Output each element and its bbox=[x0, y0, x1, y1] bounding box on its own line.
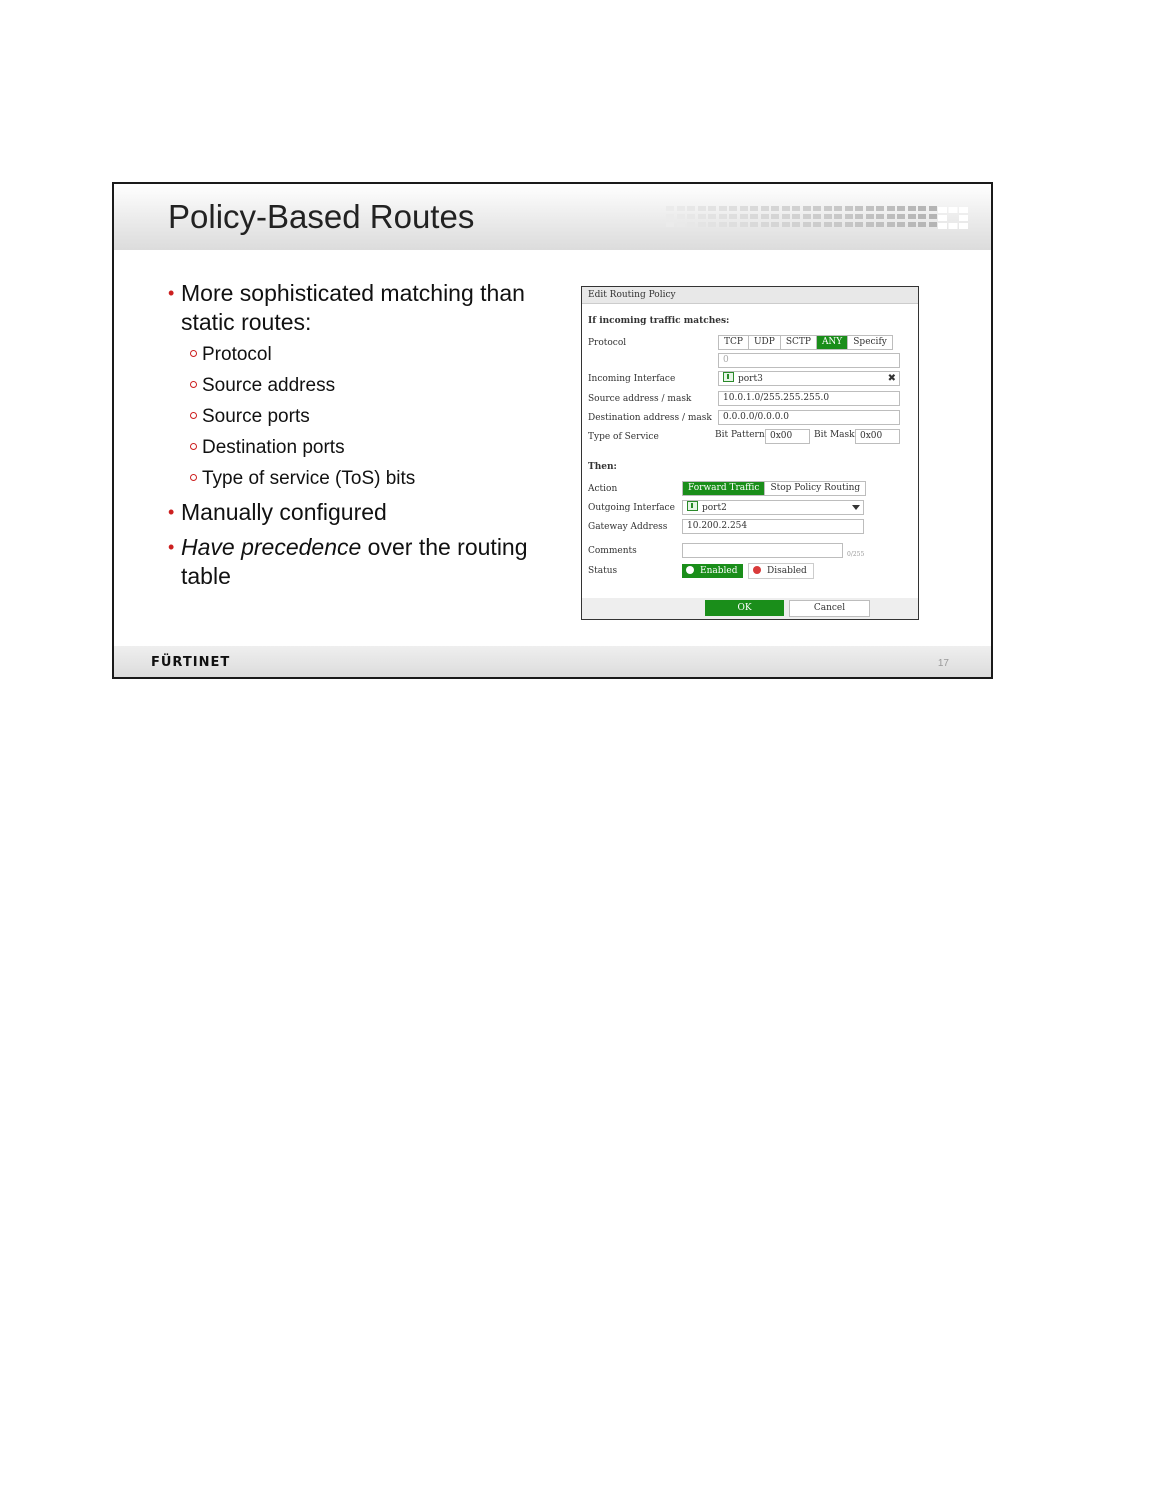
decoration-dot bbox=[845, 222, 853, 227]
decoration-dot bbox=[908, 214, 916, 219]
sub-bullet-item bbox=[168, 343, 568, 367]
decoration-dot bbox=[698, 214, 706, 219]
remove-icon[interactable]: ✖ bbox=[887, 373, 896, 384]
decoration-dot bbox=[929, 222, 937, 227]
decoration-dot bbox=[708, 206, 716, 211]
slide-title: Policy-Based Routes bbox=[168, 198, 475, 235]
status-label: Status bbox=[588, 566, 618, 576]
decoration-dot bbox=[761, 206, 769, 211]
enabled-icon bbox=[686, 566, 694, 574]
decoration-dot bbox=[782, 222, 790, 227]
decoration-dot bbox=[834, 222, 842, 227]
decoration-dot bbox=[666, 222, 674, 227]
decoration-dot bbox=[792, 222, 800, 227]
decoration-dot bbox=[866, 222, 874, 227]
decoration-dot bbox=[824, 214, 832, 219]
decoration-dot bbox=[750, 222, 758, 227]
outgoing-interface-label: Outgoing Interface bbox=[588, 503, 675, 513]
decoration-dot bbox=[824, 222, 832, 227]
bit-mask-input[interactable]: 0x00 bbox=[855, 429, 900, 444]
sub-bullet-item bbox=[168, 374, 568, 398]
decoration-dot bbox=[729, 222, 737, 227]
cancel-button[interactable]: Cancel bbox=[789, 600, 870, 617]
decoration-dot bbox=[740, 206, 748, 211]
bit-pattern-input[interactable]: 0x00 bbox=[765, 429, 810, 444]
sub-bullet-item bbox=[168, 405, 568, 429]
match-section-heading: If incoming traffic matches: bbox=[588, 316, 730, 326]
decoration-dot bbox=[845, 214, 853, 219]
status-enabled-button[interactable] bbox=[682, 564, 743, 578]
edit-routing-policy-dialog bbox=[581, 286, 919, 620]
decoration-dot bbox=[855, 206, 863, 211]
decoration-dot bbox=[740, 222, 748, 227]
decoration-dot bbox=[687, 214, 695, 219]
decoration-dot bbox=[876, 222, 884, 227]
decoration-dot bbox=[719, 222, 727, 227]
outgoing-interface-value: port2 bbox=[702, 503, 727, 513]
decoration-dot bbox=[698, 222, 706, 227]
decoration-dot bbox=[750, 214, 758, 219]
decoration-dot bbox=[708, 214, 716, 219]
decoration-dot bbox=[918, 214, 926, 219]
decoration-dot bbox=[897, 222, 905, 227]
protocol-udp-button[interactable]: UDP bbox=[749, 336, 781, 349]
action-selector bbox=[682, 481, 866, 496]
incoming-interface-label: Incoming Interface bbox=[588, 374, 676, 384]
decoration-dot bbox=[708, 222, 716, 227]
decoration-dot bbox=[918, 222, 926, 227]
decoration-dot bbox=[887, 214, 895, 219]
decoration-dot bbox=[897, 214, 905, 219]
then-section-heading: Then: bbox=[588, 462, 617, 472]
decoration-dot bbox=[929, 214, 937, 219]
interface-icon bbox=[723, 372, 734, 382]
stop-policy-routing-button[interactable]: Stop Policy Routing bbox=[770, 483, 861, 493]
sub-bullet-text: Type of service (ToS) bits bbox=[202, 468, 416, 489]
decoration-dot bbox=[719, 214, 727, 219]
decoration-dot bbox=[908, 222, 916, 227]
decoration-dot bbox=[824, 206, 832, 211]
decoration-dot bbox=[792, 206, 800, 211]
action-label: Action bbox=[588, 484, 618, 494]
decoration-dot bbox=[666, 214, 674, 219]
decoration-dot bbox=[740, 214, 748, 219]
decoration-dot bbox=[761, 222, 769, 227]
decoration-dot bbox=[866, 214, 874, 219]
decoration-dot bbox=[761, 214, 769, 219]
decoration-dot bbox=[782, 206, 790, 211]
protocol-number-input[interactable]: 0 bbox=[718, 353, 900, 368]
decoration-dot bbox=[666, 206, 674, 211]
incoming-interface-field[interactable] bbox=[718, 371, 900, 386]
protocol-sctp-button[interactable]: SCTP bbox=[781, 336, 817, 349]
interface-icon bbox=[687, 501, 698, 511]
dialog-footer bbox=[582, 598, 918, 619]
protocol-selector bbox=[718, 335, 893, 350]
decoration-dot bbox=[729, 206, 737, 211]
bullet-item: • Have precedence over the routing table bbox=[168, 534, 528, 589]
decoration-dot bbox=[897, 206, 905, 211]
decoration-dot bbox=[771, 206, 779, 211]
source-address-input[interactable]: 10.0.1.0/255.255.255.0 bbox=[718, 391, 900, 406]
decoration-dot bbox=[887, 222, 895, 227]
sub-bullet-text: Destination ports bbox=[202, 437, 345, 458]
header-decoration bbox=[666, 206, 966, 230]
sub-bullet-text: Source address bbox=[202, 375, 336, 396]
decoration-dot bbox=[855, 214, 863, 219]
decoration-dot bbox=[677, 222, 685, 227]
bit-mask-label: Bit Mask bbox=[814, 430, 855, 440]
decoration-dot bbox=[803, 206, 811, 211]
gateway-address-input[interactable]: 10.200.2.254 bbox=[682, 519, 864, 534]
bullet-text: Manually configured bbox=[181, 499, 387, 525]
decoration-dot bbox=[866, 206, 874, 211]
decoration-dot bbox=[729, 214, 737, 219]
comments-counter: 0/255 bbox=[847, 551, 865, 558]
gateway-address-label: Gateway Address bbox=[588, 522, 668, 532]
decoration-dot bbox=[813, 214, 821, 219]
decoration-dot bbox=[782, 214, 790, 219]
bullet-emphasis: Have precedence bbox=[181, 534, 362, 560]
comments-label: Comments bbox=[588, 546, 637, 556]
decoration-dot bbox=[813, 222, 821, 227]
decoration-dot bbox=[719, 206, 727, 211]
decoration-dot bbox=[803, 214, 811, 219]
brand-logo: FÜRTINET bbox=[151, 655, 231, 670]
incoming-interface-value: port3 bbox=[738, 374, 763, 384]
protocol-label: Protocol bbox=[588, 338, 627, 348]
source-address-label: Source address / mask bbox=[588, 394, 692, 404]
decoration-dot bbox=[908, 206, 916, 211]
status-disabled-button[interactable] bbox=[748, 563, 814, 579]
decoration-dot bbox=[687, 222, 695, 227]
decoration-dot bbox=[813, 206, 821, 211]
bullet-list bbox=[168, 279, 568, 597]
dialog-title: Edit Routing Policy bbox=[582, 287, 918, 304]
bullet-item: • More sophisticated matching than static routes: bbox=[168, 280, 525, 335]
destination-address-input[interactable]: 0.0.0.0/0.0.0.0 bbox=[718, 410, 900, 425]
page-number: 17 bbox=[937, 658, 949, 669]
status-enabled-label: Enabled bbox=[700, 566, 738, 576]
decoration-dot bbox=[750, 206, 758, 211]
bit-pattern-label: Bit Pattern bbox=[715, 430, 765, 440]
status-disabled-label: Disabled bbox=[767, 566, 807, 576]
decoration-dot bbox=[677, 206, 685, 211]
decoration-dot bbox=[687, 206, 695, 211]
decoration-dot bbox=[771, 222, 779, 227]
forward-traffic-button[interactable]: Forward Traffic bbox=[683, 482, 765, 495]
decoration-dot bbox=[792, 214, 800, 219]
sub-bullet-item bbox=[168, 436, 568, 460]
tos-label: Type of Service bbox=[588, 432, 659, 442]
outgoing-interface-select[interactable] bbox=[682, 500, 864, 515]
slide-header bbox=[114, 184, 991, 250]
sub-bullet-text: Protocol bbox=[202, 344, 272, 365]
bullet-item: • Manually configured bbox=[168, 499, 387, 525]
decoration-dot bbox=[771, 214, 779, 219]
decoration-dot bbox=[803, 222, 811, 227]
slide bbox=[112, 182, 993, 679]
decoration-dot bbox=[677, 214, 685, 219]
bullet-text: over the routing table bbox=[181, 534, 528, 589]
decoration-dot bbox=[855, 222, 863, 227]
decoration-dot bbox=[845, 206, 853, 211]
decoration-dot bbox=[834, 206, 842, 211]
decoration-dot bbox=[834, 214, 842, 219]
decoration-dot bbox=[876, 214, 884, 219]
chevron-down-icon bbox=[852, 505, 860, 510]
ok-button[interactable]: OK bbox=[705, 600, 784, 616]
fortinet-logo-icon bbox=[938, 207, 968, 229]
protocol-tcp-button[interactable]: TCP bbox=[719, 336, 749, 349]
sub-bullet-text: Source ports bbox=[202, 406, 310, 427]
disabled-icon bbox=[753, 566, 761, 574]
slide-footer bbox=[114, 646, 991, 677]
decoration-dot bbox=[918, 206, 926, 211]
decoration-dot bbox=[887, 206, 895, 211]
bullet-text: More sophisticated matching than static routes: bbox=[181, 280, 525, 335]
sub-bullet-item bbox=[168, 467, 568, 491]
decoration-dot bbox=[698, 206, 706, 211]
destination-address-label: Destination address / mask bbox=[588, 413, 712, 423]
protocol-any-button[interactable]: ANY bbox=[817, 336, 848, 349]
decoration-dot bbox=[929, 206, 937, 211]
comments-textarea[interactable] bbox=[682, 543, 843, 558]
protocol-specify-button[interactable]: Specify bbox=[853, 337, 887, 347]
decoration-dot bbox=[876, 206, 884, 211]
